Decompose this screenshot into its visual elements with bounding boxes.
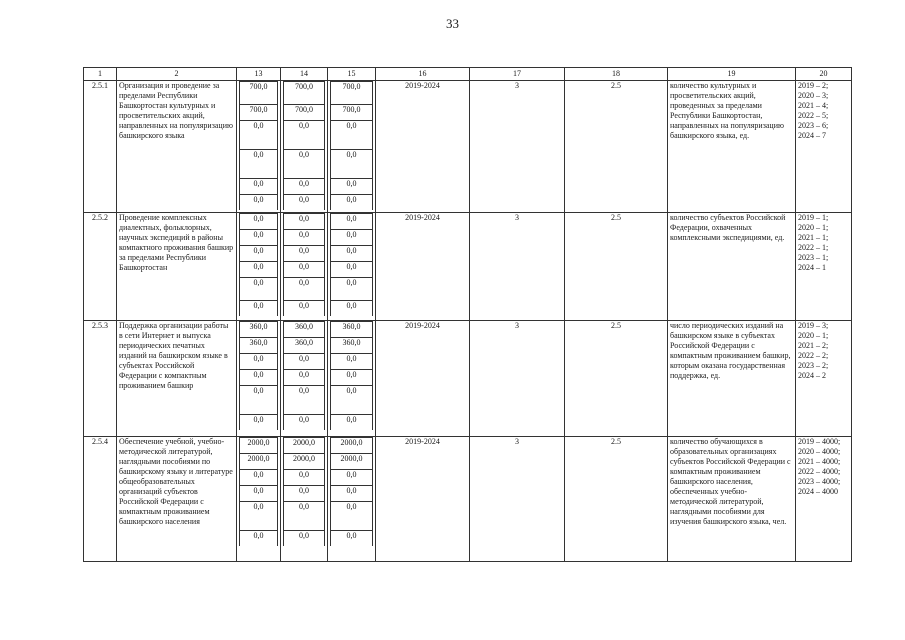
funding-value: 0,0 xyxy=(284,470,325,486)
funding-cell xyxy=(281,213,328,321)
period: 2019-2024 xyxy=(376,81,470,213)
target-values: 2019 – 3; 2020 – 1; 2021 – 2; 2022 – 2; 2023 – 2; 2024 – 2 xyxy=(796,321,852,437)
col18-value: 2.5 xyxy=(565,213,668,321)
funding-value: 0,0 xyxy=(284,386,325,415)
row-number: 2.5.1 xyxy=(84,81,117,213)
funding-value: 0,0 xyxy=(331,415,373,431)
row-number: 2.5.3 xyxy=(84,321,117,437)
funding-cell xyxy=(281,437,328,562)
row-number: 2.5.2 xyxy=(84,213,117,321)
funding-value: 0,0 xyxy=(284,150,325,179)
funding-value: 0,0 xyxy=(240,195,278,211)
funding-value: 0,0 xyxy=(284,214,325,230)
funding-value: 0,0 xyxy=(331,301,373,317)
funding-value: 0,0 xyxy=(240,502,278,531)
funding-value: 2000,0 xyxy=(284,438,325,454)
funding-value: 0,0 xyxy=(331,470,373,486)
funding-value: 700,0 xyxy=(284,82,325,105)
col18-value: 2.5 xyxy=(565,81,668,213)
funding-value: 0,0 xyxy=(240,179,278,195)
target-values: 2019 – 2; 2020 – 3; 2021 – 4; 2022 – 5; 2023 – 6; 2024 – 7 xyxy=(796,81,852,213)
header-cell: 15 xyxy=(328,68,376,81)
funding-value: 0,0 xyxy=(240,150,278,179)
indicator: число периодических изданий на башкирском языке в субъектах Российской Федерации с компактным проживанием башкир, которым оказана государственная поддержка, ед. xyxy=(668,321,796,437)
indicator: количество культурных и просветительских акций, проведенных за пределами Республики Башкортостан, направленных на популяризацию башкирского языка, ед. xyxy=(668,81,796,213)
header-cell: 16 xyxy=(376,68,470,81)
funding-value: 0,0 xyxy=(240,301,278,317)
funding-value: 0,0 xyxy=(240,370,278,386)
funding-value: 0,0 xyxy=(284,246,325,262)
funding-value: 0,0 xyxy=(284,195,325,211)
period: 2019-2024 xyxy=(376,213,470,321)
funding-value: 0,0 xyxy=(284,278,325,301)
funding-value: 0,0 xyxy=(240,415,278,431)
funding-value: 0,0 xyxy=(331,278,373,301)
funding-value: 2000,0 xyxy=(331,438,373,454)
funding-cell xyxy=(237,321,281,437)
funding-value: 2000,0 xyxy=(240,454,278,470)
header-cell: 1 xyxy=(84,68,117,81)
funding-value: 0,0 xyxy=(240,486,278,502)
funding-cell xyxy=(328,81,376,213)
funding-value: 0,0 xyxy=(284,301,325,317)
activity-name: Обеспечение учебной, учебно-методической литературой, наглядными пособиями по башкирскому языку и литературе общеобразовательных организаций субъектов Российской Федерации с компактным проживанием башкирского населения xyxy=(117,437,237,562)
period: 2019-2024 xyxy=(376,321,470,437)
funding-value: 0,0 xyxy=(331,502,373,531)
header-cell: 19 xyxy=(668,68,796,81)
indicator: количество обучающихся в образовательных организациях субъектов Российской Федерации с компактным проживанием башкирского населения, обеспеченных учебно-методической литературой, наглядными пособиями для изучения башкирского языка, чел. xyxy=(668,437,796,562)
funding-value: 0,0 xyxy=(331,486,373,502)
header-cell: 20 xyxy=(796,68,852,81)
funding-value: 0,0 xyxy=(240,246,278,262)
funding-value: 0,0 xyxy=(284,179,325,195)
col17-value: 3 xyxy=(470,321,565,437)
page-number: 33 xyxy=(446,16,459,31)
funding-value: 0,0 xyxy=(284,531,325,547)
funding-value: 0,0 xyxy=(240,531,278,547)
activity-name: Организация и проведение за пределами Республики Башкортостан культурных и просветительских акций, направленных на популяризацию башкирского языка xyxy=(117,81,237,213)
funding-cell xyxy=(328,213,376,321)
funding-value: 0,0 xyxy=(284,121,325,150)
funding-value: 0,0 xyxy=(240,214,278,230)
funding-value: 0,0 xyxy=(240,386,278,415)
activity-name: Проведение комплексных диалектных, фольклорных, научных экспедиций в районы компактного проживания башкир за пределами Республики Башкортостан xyxy=(117,213,237,321)
funding-cell xyxy=(281,321,328,437)
funding-value: 2000,0 xyxy=(284,454,325,470)
funding-value: 0,0 xyxy=(331,214,373,230)
table-row xyxy=(84,81,852,213)
activity-name: Поддержка организации работы в сети Интернет и выпуска периодических печатных изданий на башкирском языке в субъектах Российской Федерации с компактным проживанием башкир xyxy=(117,321,237,437)
funding-value: 0,0 xyxy=(284,415,325,431)
funding-value: 360,0 xyxy=(240,322,278,338)
header-cell: 17 xyxy=(470,68,565,81)
funding-value: 0,0 xyxy=(240,354,278,370)
target-values: 2019 – 1; 2020 – 1; 2021 – 1; 2022 – 1; 2023 – 1; 2024 – 1 xyxy=(796,213,852,321)
funding-value: 0,0 xyxy=(240,230,278,246)
funding-value: 0,0 xyxy=(240,121,278,150)
funding-value: 0,0 xyxy=(284,502,325,531)
period: 2019-2024 xyxy=(376,437,470,562)
col17-value: 3 xyxy=(470,81,565,213)
funding-value: 0,0 xyxy=(284,370,325,386)
funding-value: 0,0 xyxy=(284,262,325,278)
funding-value: 0,0 xyxy=(284,354,325,370)
funding-value: 700,0 xyxy=(284,105,325,121)
funding-value: 0,0 xyxy=(284,486,325,502)
col18-value: 2.5 xyxy=(565,321,668,437)
funding-value: 360,0 xyxy=(331,338,373,354)
funding-value: 700,0 xyxy=(240,105,278,121)
funding-value: 0,0 xyxy=(331,121,373,150)
funding-value: 0,0 xyxy=(331,354,373,370)
col17-value: 3 xyxy=(470,437,565,562)
indicator: количество субъектов Российской Федерации, охваченных комплексными экспедициями, ед. xyxy=(668,213,796,321)
funding-value: 360,0 xyxy=(240,338,278,354)
col18-value: 2.5 xyxy=(565,437,668,562)
header-cell: 2 xyxy=(117,68,237,81)
col17-value: 3 xyxy=(470,213,565,321)
header-cell: 18 xyxy=(565,68,668,81)
funding-value: 0,0 xyxy=(331,246,373,262)
header-cell: 13 xyxy=(237,68,281,81)
funding-value: 0,0 xyxy=(331,179,373,195)
funding-value: 700,0 xyxy=(331,105,373,121)
header-cell: 14 xyxy=(281,68,328,81)
funding-value: 0,0 xyxy=(284,230,325,246)
funding-value: 0,0 xyxy=(331,230,373,246)
funding-value: 0,0 xyxy=(331,370,373,386)
funding-value: 360,0 xyxy=(284,322,325,338)
funding-value: 360,0 xyxy=(284,338,325,354)
table-row xyxy=(84,437,852,562)
funding-value: 0,0 xyxy=(240,262,278,278)
funding-value: 2000,0 xyxy=(331,454,373,470)
funding-value: 0,0 xyxy=(331,195,373,211)
funding-cell xyxy=(237,81,281,213)
funding-value: 0,0 xyxy=(331,150,373,179)
funding-value: 0,0 xyxy=(331,386,373,415)
funding-value: 700,0 xyxy=(240,82,278,105)
funding-cell xyxy=(328,437,376,562)
funding-value: 700,0 xyxy=(331,82,373,105)
funding-value: 360,0 xyxy=(331,322,373,338)
funding-value: 0,0 xyxy=(240,278,278,301)
table-row xyxy=(84,321,852,437)
table-row xyxy=(84,213,852,321)
funding-cell xyxy=(328,321,376,437)
funding-cell xyxy=(237,213,281,321)
row-number: 2.5.4 xyxy=(84,437,117,562)
funding-cell xyxy=(237,437,281,562)
target-values: 2019 – 4000; 2020 – 4000; 2021 – 4000; 2022 – 4000; 2023 – 4000; 2024 – 4000 xyxy=(796,437,852,562)
funding-value: 0,0 xyxy=(240,470,278,486)
header-row xyxy=(84,68,852,81)
funding-cell xyxy=(281,81,328,213)
funding-value: 2000,0 xyxy=(240,438,278,454)
program-table xyxy=(83,67,852,562)
funding-value: 0,0 xyxy=(331,531,373,547)
funding-value: 0,0 xyxy=(331,262,373,278)
